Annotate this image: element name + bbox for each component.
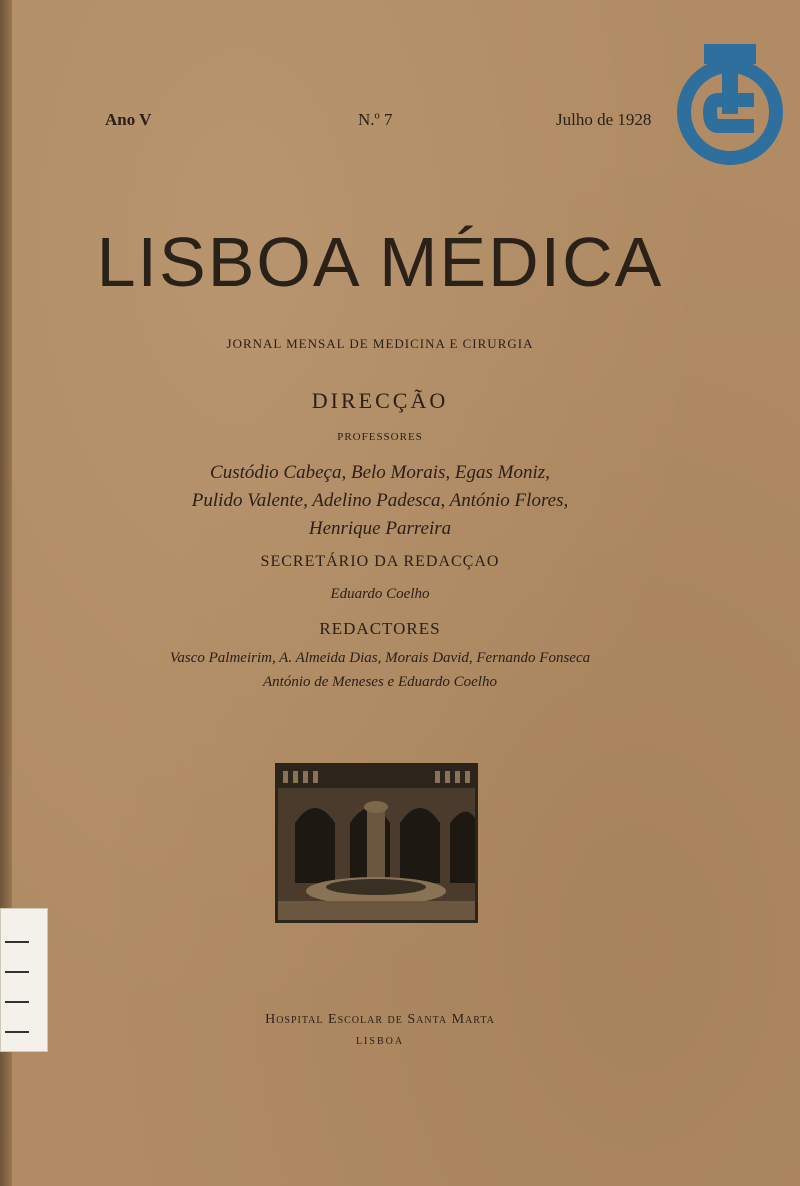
issue-year: Ano V	[105, 110, 152, 129]
editors-line: Vasco Palmeirim, A. Almeida Dias, Morais David, Fernando Fonseca	[169, 650, 591, 666]
professor-names-line: Pulido Valente, Adelino Padesca, António Flores,	[191, 490, 569, 511]
courtyard-engraving-image	[275, 763, 478, 923]
secretary-heading: SECRETÁRIO DA REDACÇAO	[260, 553, 500, 570]
publisher-city: LISBOA	[355, 1036, 405, 1047]
professors-label: PROFESSORES	[337, 431, 423, 443]
editors-heading: REDACTORES	[319, 619, 441, 638]
secretary-name: Eduardo Coelho	[330, 586, 430, 602]
editors-line: António de Meneses e Eduardo Coelho	[263, 674, 497, 690]
label-line	[5, 941, 29, 943]
issue-number: N.º 7	[358, 110, 393, 129]
journal-title: LISBOA MÉDICA	[96, 223, 664, 301]
publisher-name: Hospital Escolar de Santa Marta	[265, 1012, 495, 1027]
label-line	[5, 1001, 29, 1003]
label-line	[5, 971, 29, 973]
professor-names-line: Custódio Cabeça, Belo Morais, Egas Moniz,	[210, 462, 550, 483]
label-line	[5, 1031, 29, 1033]
library-label	[0, 908, 48, 1052]
library-stamp-icon	[674, 42, 786, 172]
journal-subtitle: JORNAL MENSAL DE MEDICINA E CIRURGIA	[226, 336, 534, 351]
issue-date: Julho de 1928	[556, 110, 652, 129]
direction-heading: DIRECÇÃO	[311, 388, 449, 413]
professor-names-line: Henrique Parreira	[308, 518, 452, 539]
